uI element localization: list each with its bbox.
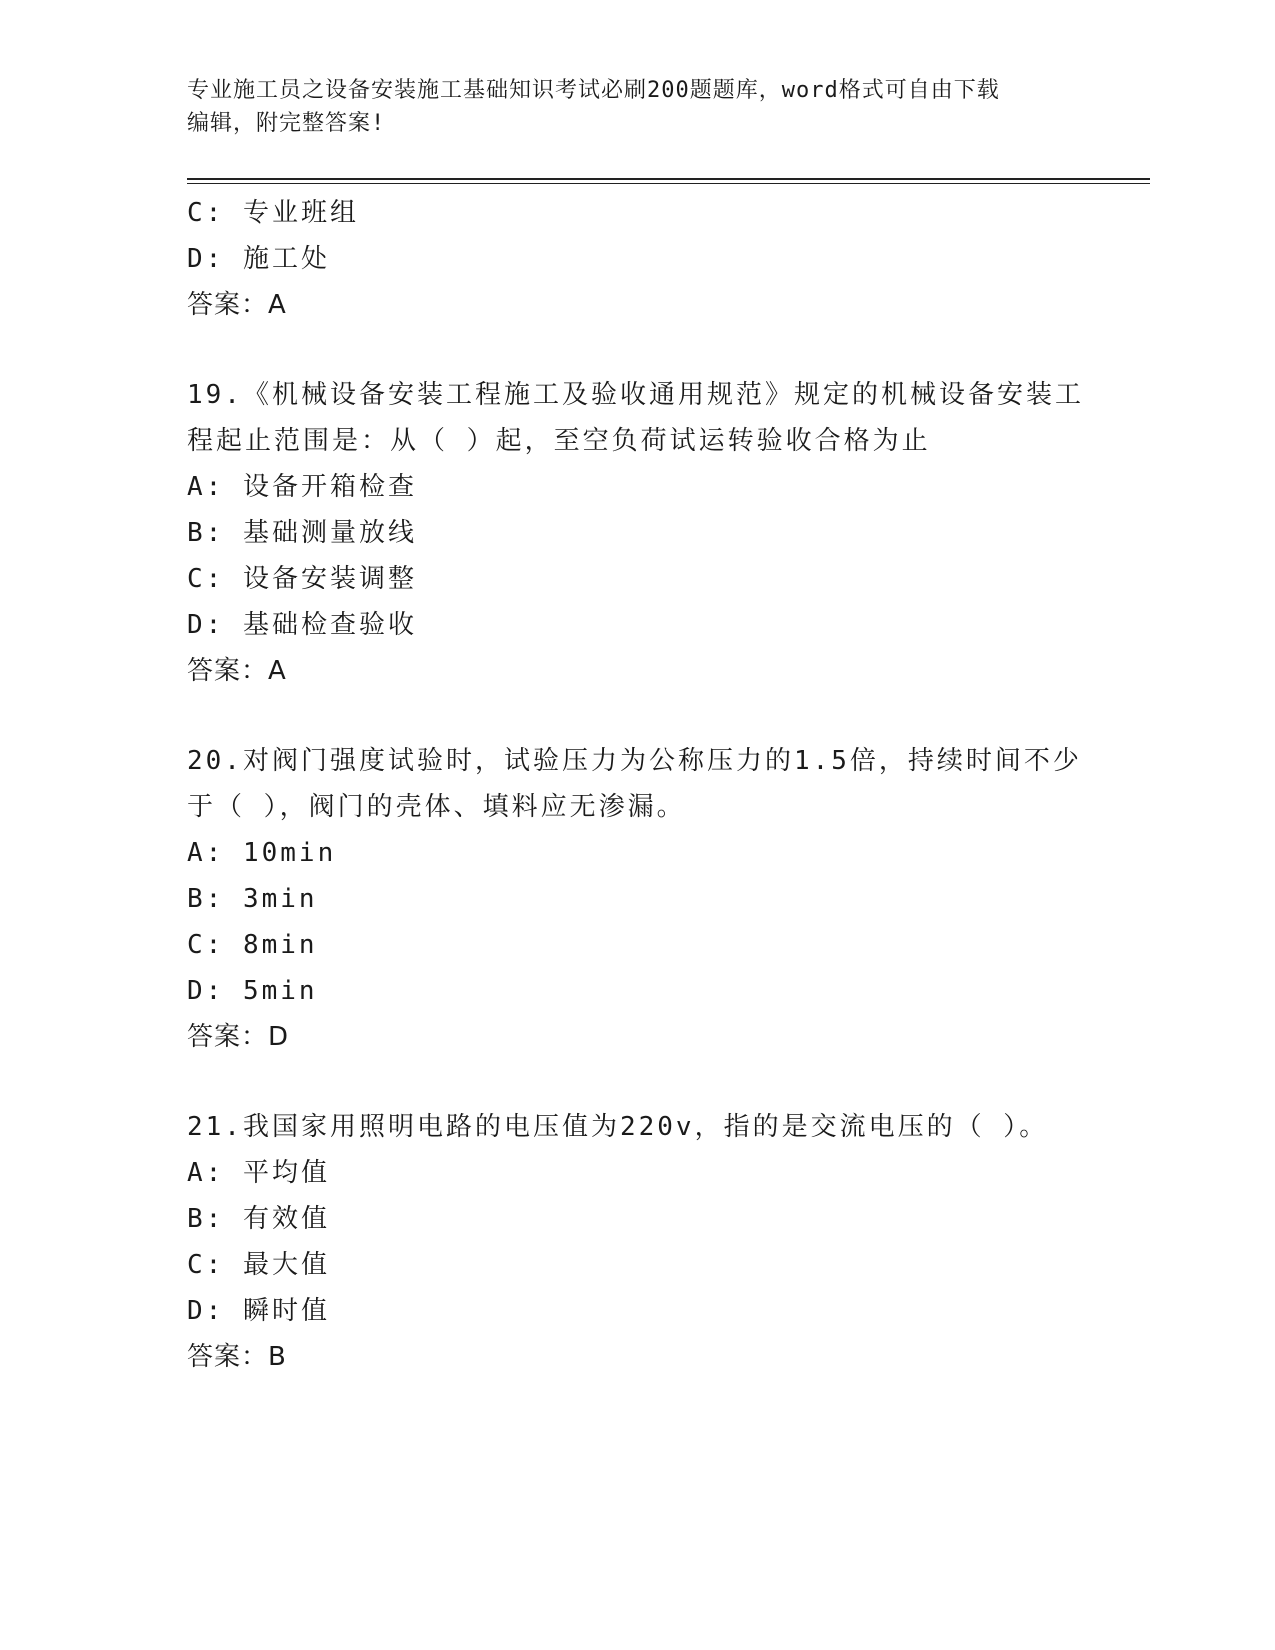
- header-line-1: 专业施工员之设备安装施工基础知识考试必刷200题题库，word格式可自由下载: [187, 78, 1000, 103]
- question-text-line-1: 21.我国家用照明电路的电压值为220v，指的是交流电压的（ ）。: [187, 1112, 1049, 1142]
- spacer: [187, 694, 1087, 738]
- question-text-line-2: 程起止范围是：从（ ）起，至空负荷试运转验收合格为止: [187, 426, 931, 456]
- option-c: C: 专业班组: [187, 198, 359, 228]
- option-d: D: 5min: [187, 976, 318, 1006]
- question-20: [187, 738, 1087, 1060]
- header-line-2: 编辑，附完整答案!: [187, 111, 386, 136]
- option-d: D: 施工处: [187, 244, 330, 274]
- question-18-continued: [187, 190, 1087, 328]
- header-divider-thick: [187, 178, 1150, 180]
- answer-line: 答案：A: [187, 290, 287, 320]
- option-b: B: 3min: [187, 884, 318, 914]
- spacer: [187, 328, 1087, 372]
- question-text-line-1: 20.对阀门强度试验时，试验压力为公称压力的1.5倍，持续时间不少: [187, 746, 1082, 776]
- option-b: B: 有效值: [187, 1204, 330, 1234]
- spacer: [187, 1060, 1087, 1104]
- option-c: C: 8min: [187, 930, 318, 960]
- option-a: A: 平均值: [187, 1158, 330, 1188]
- option-d: D: 基础检查验收: [187, 610, 417, 640]
- question-list: [187, 190, 1087, 1380]
- page-header: [187, 74, 1067, 140]
- option-c: C: 设备安装调整: [187, 564, 417, 594]
- question-text-line-2: 于（ ），阀门的壳体、填料应无渗漏。: [187, 792, 686, 822]
- option-a: A: 设备开箱检查: [187, 472, 417, 502]
- option-b: B: 基础测量放线: [187, 518, 417, 548]
- question-21: [187, 1104, 1087, 1380]
- option-d: D: 瞬时值: [187, 1296, 330, 1326]
- answer-line: 答案：D: [187, 1022, 290, 1052]
- answer-line: 答案：B: [187, 1342, 287, 1372]
- header-divider-thin: [187, 183, 1150, 184]
- option-c: C: 最大值: [187, 1250, 330, 1280]
- answer-line: 答案：A: [187, 656, 287, 686]
- question-text-line-1: 19.《机械设备安装工程施工及验收通用规范》规定的机械设备安装工: [187, 380, 1084, 410]
- question-19: [187, 372, 1087, 694]
- option-a: A: 10min: [187, 838, 337, 868]
